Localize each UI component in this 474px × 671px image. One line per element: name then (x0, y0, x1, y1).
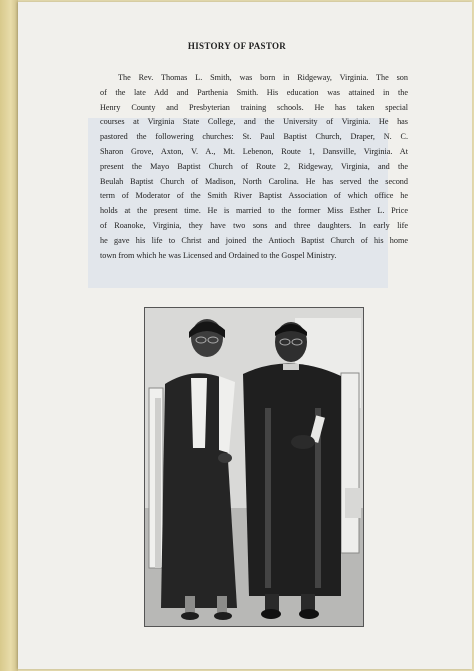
page-title: HISTORY OF PASTOR (187, 41, 287, 51)
text-line: courses at Virginia State College, and the University of Virginia. He has (100, 117, 408, 127)
history-paragraph (100, 71, 408, 263)
text-line: he gave his life to Christ and joined the Antioch Baptist Church of his home (100, 235, 408, 245)
text-line: pastored the followering churches: St. Paul Baptist Church, Draper, N. C. (100, 132, 408, 142)
text-line: of the late Add and Parthenia Smith. His education was attained in the (100, 87, 408, 97)
robe-stripe-1 (265, 408, 271, 588)
woman-stole-left (191, 378, 207, 448)
text-line: holds at the present time. He is married to the former Miss Esther L. Price (100, 206, 408, 216)
text-line: The Rev. Thomas L. Smith, was born in Ridgeway, Virginia. The son (118, 73, 408, 82)
text-line: present the Mayo Baptist Church of Route 2, Ridgeway, Virginia, and the (100, 161, 408, 171)
text-line: Beulah Baptist Church of Madison, North Carolina. He has served the second (100, 176, 408, 186)
pew-left-post (155, 398, 161, 568)
woman-hand (218, 453, 232, 463)
text-line: Henry County and Presbyterian training schools. He has taken special (100, 102, 408, 112)
pew-right (341, 373, 359, 553)
binding-edge (0, 0, 18, 671)
text-line: town from which he was Licensed and Ordained to the Gospel Ministry. (100, 250, 337, 260)
text-line: term of Moderator of the Smith River Baptist Association of which office he (100, 191, 408, 201)
photo-illustration (145, 308, 363, 626)
man-collar (283, 364, 299, 370)
man-robe (243, 363, 341, 596)
man-shoe-right (299, 609, 319, 619)
man-hands (291, 435, 315, 449)
text-line: Sharon Grove, Axton, V. A., Mt. Lebenon, Route 1, Dansville, Virginia. At (100, 146, 408, 156)
woman-shoe-left (181, 612, 199, 620)
woman-leg-left (185, 596, 195, 614)
photo-pastor-and-wife (144, 307, 364, 627)
woman-shoe-right (214, 612, 232, 620)
woman-leg-right (217, 596, 227, 614)
man-shoe-left (261, 609, 281, 619)
pew-right-seat (345, 488, 361, 518)
text-line: of Roanoke, Virginia, they have two sons and three daughters. In early life (100, 220, 408, 230)
